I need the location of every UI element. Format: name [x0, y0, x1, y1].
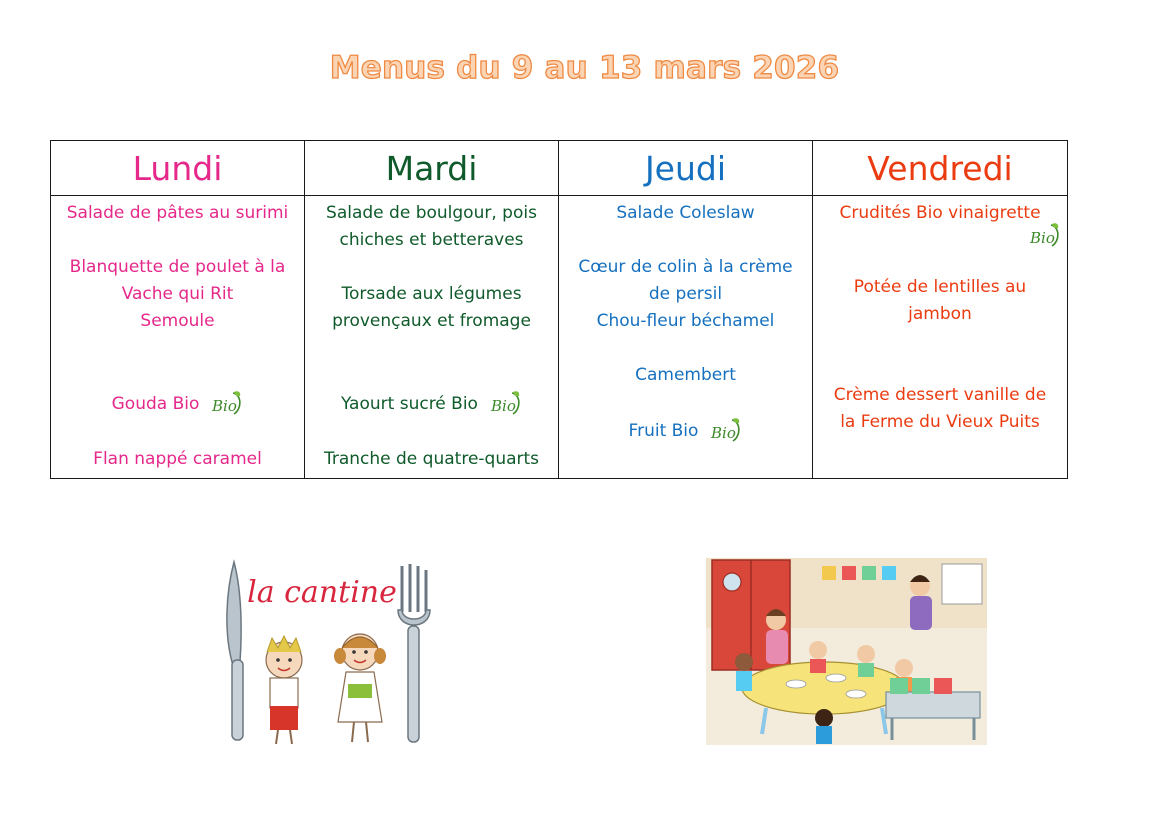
svg-text:Bio: Bio	[490, 397, 516, 415]
menu-table	[50, 140, 1068, 479]
day-header-vendredi: Vendredi	[813, 141, 1068, 196]
menu-item: Crudités Bio vinaigrette	[839, 203, 1041, 223]
menu-item: Crème dessert vanille de	[833, 385, 1047, 405]
svg-text:Bio: Bio	[1030, 229, 1055, 247]
bio-logo-icon	[708, 416, 742, 446]
menu-item: Semoule	[140, 311, 215, 331]
svg-text:Bio: Bio	[212, 397, 238, 415]
menu-item: Yaourt sucré Bio	[341, 394, 478, 414]
menu-item: Potée de lentilles au	[853, 277, 1027, 297]
la-cantine-illustration	[212, 552, 448, 748]
menu-item: de persil	[648, 284, 723, 304]
page-title: Menus du 9 au 13 mars 2026	[329, 50, 840, 86]
menu-cell-lundi	[51, 196, 305, 479]
menu-item-bio	[311, 389, 552, 419]
menu-item-bio	[57, 389, 298, 419]
day-header-lundi: Lundi	[51, 141, 305, 196]
bio-logo-icon	[488, 389, 522, 419]
menu-cell-mardi	[305, 196, 559, 479]
menu-item: Torsade aux légumes	[341, 284, 522, 304]
day-header-mardi: Mardi	[305, 141, 559, 196]
menu-item: Salade de pâtes au surimi	[66, 203, 289, 223]
menu-cell-jeudi	[559, 196, 813, 479]
svg-text:Bio: Bio	[711, 424, 737, 442]
menu-item: Salade de boulgour, pois	[326, 203, 537, 223]
bio-logo-icon	[209, 389, 243, 419]
menu-body-row	[51, 196, 1068, 479]
menu-header-row	[51, 141, 1068, 196]
menu-item: Cœur de colin à la crème	[578, 257, 793, 277]
menu-item: Blanquette de poulet à la	[69, 257, 286, 277]
la-cantine-label: la cantine	[247, 575, 397, 610]
menu-item: Chou-fleur béchamel	[596, 311, 775, 331]
menu-item: jambon	[908, 304, 972, 324]
menu-cell-vendredi	[813, 196, 1068, 479]
menu-item: Gouda Bio	[111, 394, 200, 414]
menu-item: Camembert	[635, 365, 736, 385]
menu-item: la Ferme du Vieux Puits	[840, 412, 1040, 432]
menu-item: Salade Coleslaw	[616, 203, 755, 223]
menu-item: Tranche de quatre-quarts	[323, 449, 540, 469]
menu-item: Vache qui Rit	[121, 284, 234, 304]
menu-item: chiches et betteraves	[339, 230, 524, 250]
menu-item: provençaux et fromage	[332, 311, 531, 331]
menu-item: Fruit Bio	[628, 421, 699, 441]
canteen-scene-illustration	[706, 558, 987, 745]
menu-item-bio	[565, 416, 806, 446]
bio-logo-icon	[1027, 221, 1061, 251]
day-header-jeudi: Jeudi	[559, 141, 813, 196]
menu-item: Flan nappé caramel	[93, 449, 262, 469]
